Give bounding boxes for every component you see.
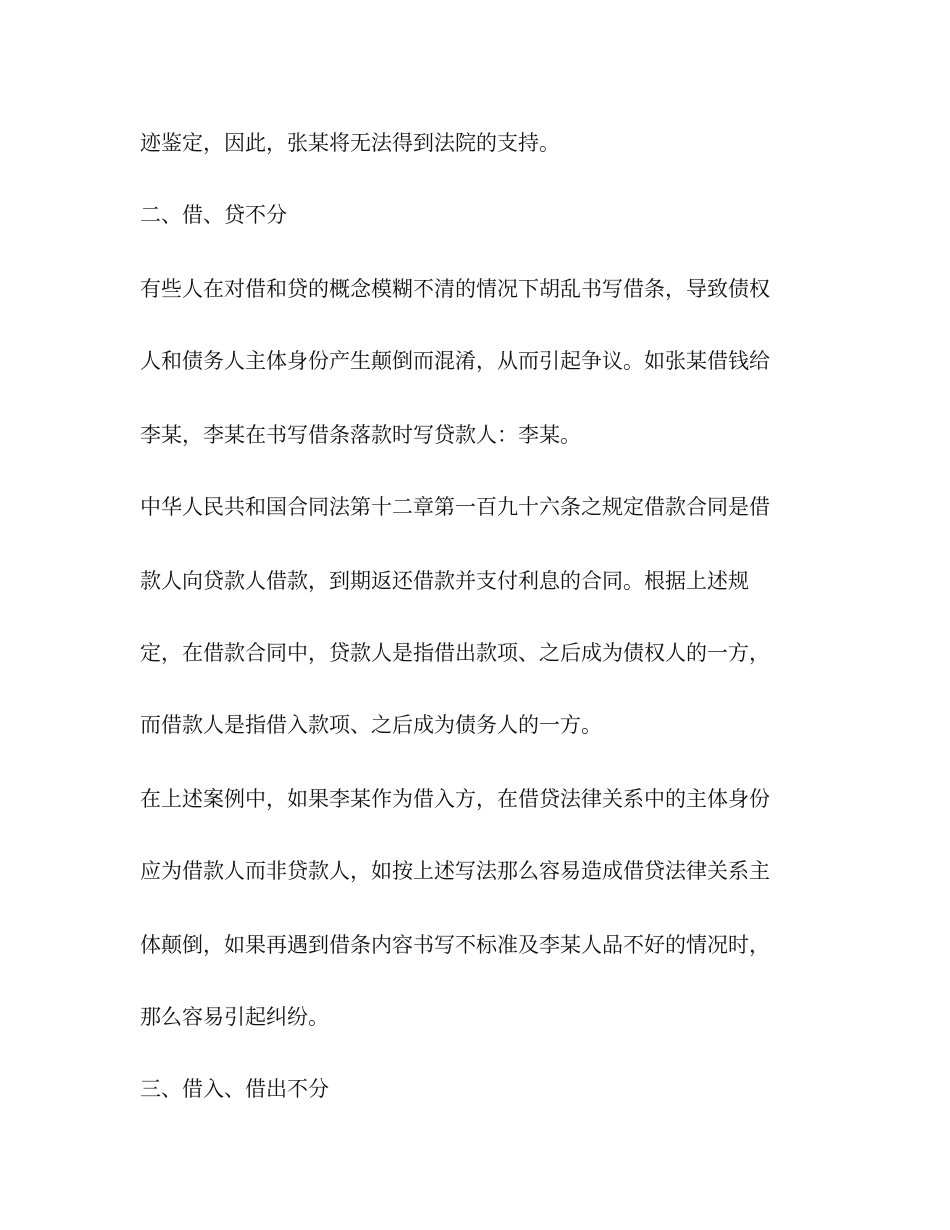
paragraph-line-10: 在上述案例中，如果李某作为借入方，在借贷法律关系中的主体身份	[140, 787, 770, 811]
paragraph-line-12: 体颠倒，如果再遇到借条内容书写不标准及李某人品不好的情况时，	[140, 933, 770, 957]
paragraph-line-6: 中华人民共和国合同法第十二章第一百九十六条之规定借款合同是借	[140, 495, 770, 519]
paragraph-line-7: 款人向贷款人借款，到期返还借款并支付利息的合同。根据上述规	[140, 569, 749, 593]
paragraph-line-5: 李某，李某在书写借条落款时写贷款人：李某。	[140, 423, 581, 447]
paragraph-line-1: 迹鉴定，因此，张某将无法得到法院的支持。	[140, 131, 560, 155]
paragraph-line-11: 应为借款人而非贷款人，如按上述写法那么容易造成借贷法律关系主	[140, 859, 770, 883]
section-heading-2: 二、借、贷不分	[140, 203, 287, 227]
paragraph-line-3: 有些人在对借和贷的概念模糊不清的情况下胡乱书写借条，导致债权	[140, 277, 770, 301]
paragraph-line-13: 那么容易引起纠纷。	[140, 1005, 329, 1029]
paragraph-line-4: 人和债务人主体身份产生颠倒而混淆，从而引起争议。如张某借钱给	[140, 349, 770, 373]
paragraph-line-9: 而借款人是指借入款项、之后成为债务人的一方。	[140, 713, 602, 737]
paragraph-line-8: 定，在借款合同中，贷款人是指借出款项、之后成为债权人的一方，	[140, 641, 770, 665]
section-heading-3: 三、借入、借出不分	[140, 1077, 329, 1101]
